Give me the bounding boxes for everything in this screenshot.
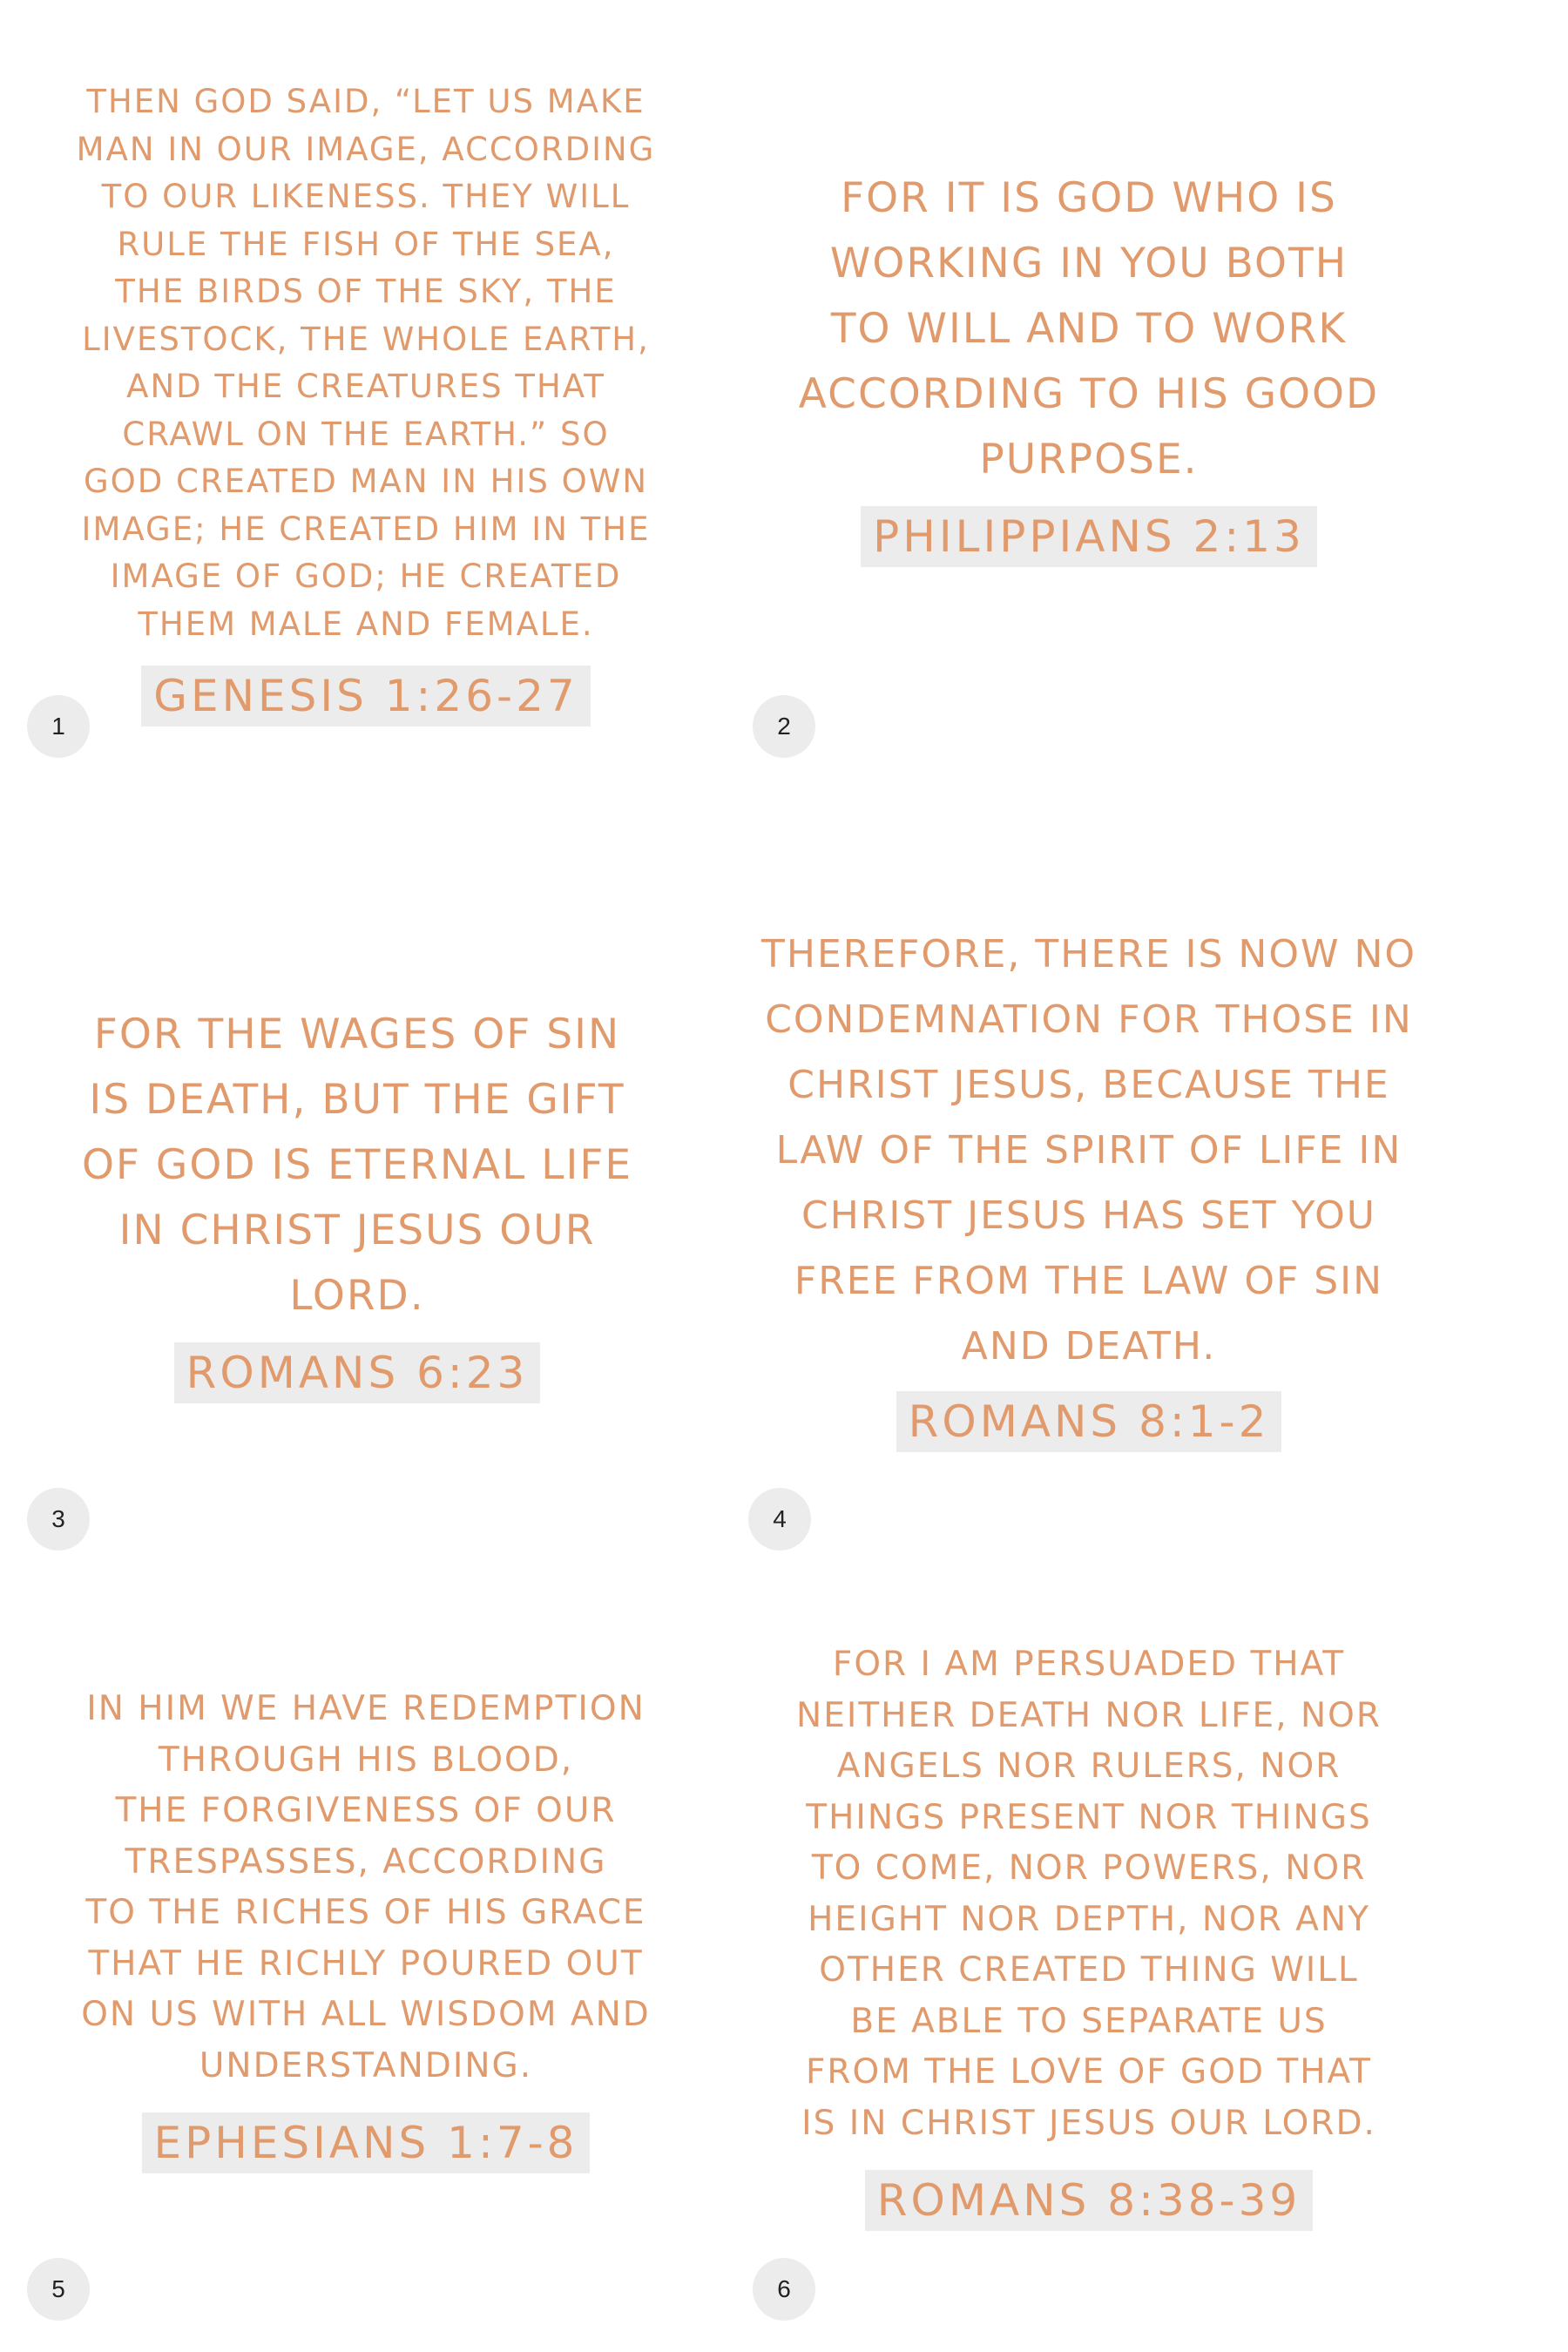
verse-line: AND DEATH. — [961, 1324, 1217, 1369]
verse-line: THAT HE RICHLY POURED OUT — [88, 1943, 644, 1984]
verse-line: FOR IT IS GOD WHO IS — [841, 174, 1337, 222]
card-number-badge: 3 — [27, 1488, 90, 1551]
card-number-badge: 1 — [27, 695, 90, 758]
verse-line: ACCORDING TO HIS GOOD — [798, 370, 1380, 418]
verse-line: IN HIM WE HAVE REDEMPTION — [86, 1689, 645, 1728]
verse-line: THE FORGIVENESS OF OUR — [115, 1791, 617, 1830]
verse-reference: ROMANS 8:38-39 — [865, 2170, 1313, 2231]
verse-line: BE ABLE TO SEPARATE US — [850, 2001, 1328, 2041]
verse-text — [796, 1639, 1382, 2149]
verse-line: THEREFORE, THERE IS NOW NO — [760, 932, 1417, 977]
verse-reference: EPHESIANS 1:7-8 — [142, 2112, 591, 2173]
verse-card-1 — [70, 78, 662, 727]
verse-card-5 — [61, 1684, 671, 2173]
verse-line: TO COME, NOR POWERS, NOR — [811, 1848, 1367, 1888]
verse-line: NEITHER DEATH NOR LIFE, NOR — [796, 1695, 1382, 1735]
verse-line: IN CHRIST JESUS OUR — [118, 1206, 596, 1254]
verse-line: THINGS PRESENT NOR THINGS — [806, 1797, 1372, 1837]
verse-line: AND THE CREATURES THAT — [126, 368, 605, 405]
verse-line: CRAWL ON THE EARTH.” SO — [122, 415, 610, 453]
verse-card-6 — [758, 1639, 1420, 2231]
card-number-badge: 2 — [753, 695, 815, 758]
verse-line: IMAGE OF GOD; HE CREATED — [110, 558, 622, 595]
verse-line: THROUGH HIS BLOOD, — [158, 1740, 574, 1780]
verse-line: FOR I AM PERSUADED THAT — [832, 1645, 1346, 1684]
verse-line: TO THE RICHES OF HIS GRACE — [85, 1893, 646, 1932]
verse-line: RULE THE FISH OF THE SEA, — [117, 225, 615, 263]
verse-line: PURPOSE. — [979, 436, 1199, 483]
verse-line: CHRIST JESUS, BECAUSE THE — [787, 1063, 1390, 1107]
verse-line: THEM MALE AND FEMALE. — [138, 605, 594, 643]
verse-line: MAN IN OUR IMAGE, ACCORDING — [76, 130, 656, 168]
verse-line: THEN GOD SAID, “LET US MAKE — [86, 83, 645, 120]
verse-card-4 — [740, 922, 1437, 1452]
verse-line: TO WILL AND TO WORK — [830, 305, 1348, 353]
verse-line: THE BIRDS OF THE SKY, THE — [115, 273, 617, 310]
verse-line: CONDEMNATION FOR THOSE IN — [765, 997, 1413, 1042]
verse-line: WORKING IN YOU BOTH — [829, 240, 1348, 287]
card-number-badge: 5 — [27, 2258, 90, 2321]
verse-reference: ROMANS 6:23 — [174, 1342, 541, 1403]
verse-card-2 — [784, 166, 1394, 567]
verse-card-3 — [52, 1002, 662, 1403]
verse-line: FOR THE WAGES OF SIN — [93, 1010, 621, 1058]
verse-line: ANGELS NOR RULERS, NOR — [836, 1747, 1342, 1786]
verse-line: FROM THE LOVE OF GOD THAT — [805, 2052, 1373, 2092]
verse-line: TO OUR LIKENESS. THEY WILL — [101, 178, 631, 215]
verse-line: IS DEATH, BUT THE GIFT — [89, 1076, 625, 1124]
verse-reference: GENESIS 1:26-27 — [141, 666, 590, 727]
verse-text — [761, 922, 1416, 1379]
verse-line: GOD CREATED MAN IN HIS OWN — [83, 463, 649, 500]
verse-reference: ROMANS 8:1-2 — [896, 1391, 1282, 1452]
verse-line: OTHER CREATED THING WILL — [819, 1950, 1359, 1990]
verse-line: LORD. — [289, 1272, 425, 1320]
verse-line: UNDERSTANDING. — [199, 2045, 533, 2085]
verse-text — [82, 1002, 632, 1328]
verse-line: IMAGE; HE CREATED HIM IN THE — [81, 510, 651, 548]
verse-line: CHRIST JESUS HAS SET YOU — [801, 1193, 1376, 1238]
verse-text — [77, 78, 656, 648]
verse-reference: PHILIPPIANS 2:13 — [861, 506, 1317, 567]
verse-line: LAW OF THE SPIRIT OF LIFE IN — [775, 1128, 1402, 1173]
verse-line: TRESPASSES, ACCORDING — [125, 1842, 607, 1882]
verse-line: OF GOD IS ETERNAL LIFE — [81, 1141, 633, 1189]
card-number-badge: 6 — [753, 2258, 815, 2321]
verse-line: ON US WITH ALL WISDOM AND — [81, 1995, 651, 2034]
verse-text — [799, 166, 1379, 492]
verse-text — [81, 1684, 651, 2092]
verse-line: LIVESTOCK, THE WHOLE EARTH, — [82, 320, 650, 358]
verse-line: HEIGHT NOR DEPTH, NOR ANY — [808, 1899, 1370, 1939]
card-number-badge: 4 — [748, 1488, 811, 1551]
verse-line: IS IN CHRIST JESUS OUR LORD. — [801, 2103, 1376, 2143]
verse-line: FREE FROM THE LAW OF SIN — [794, 1259, 1384, 1303]
